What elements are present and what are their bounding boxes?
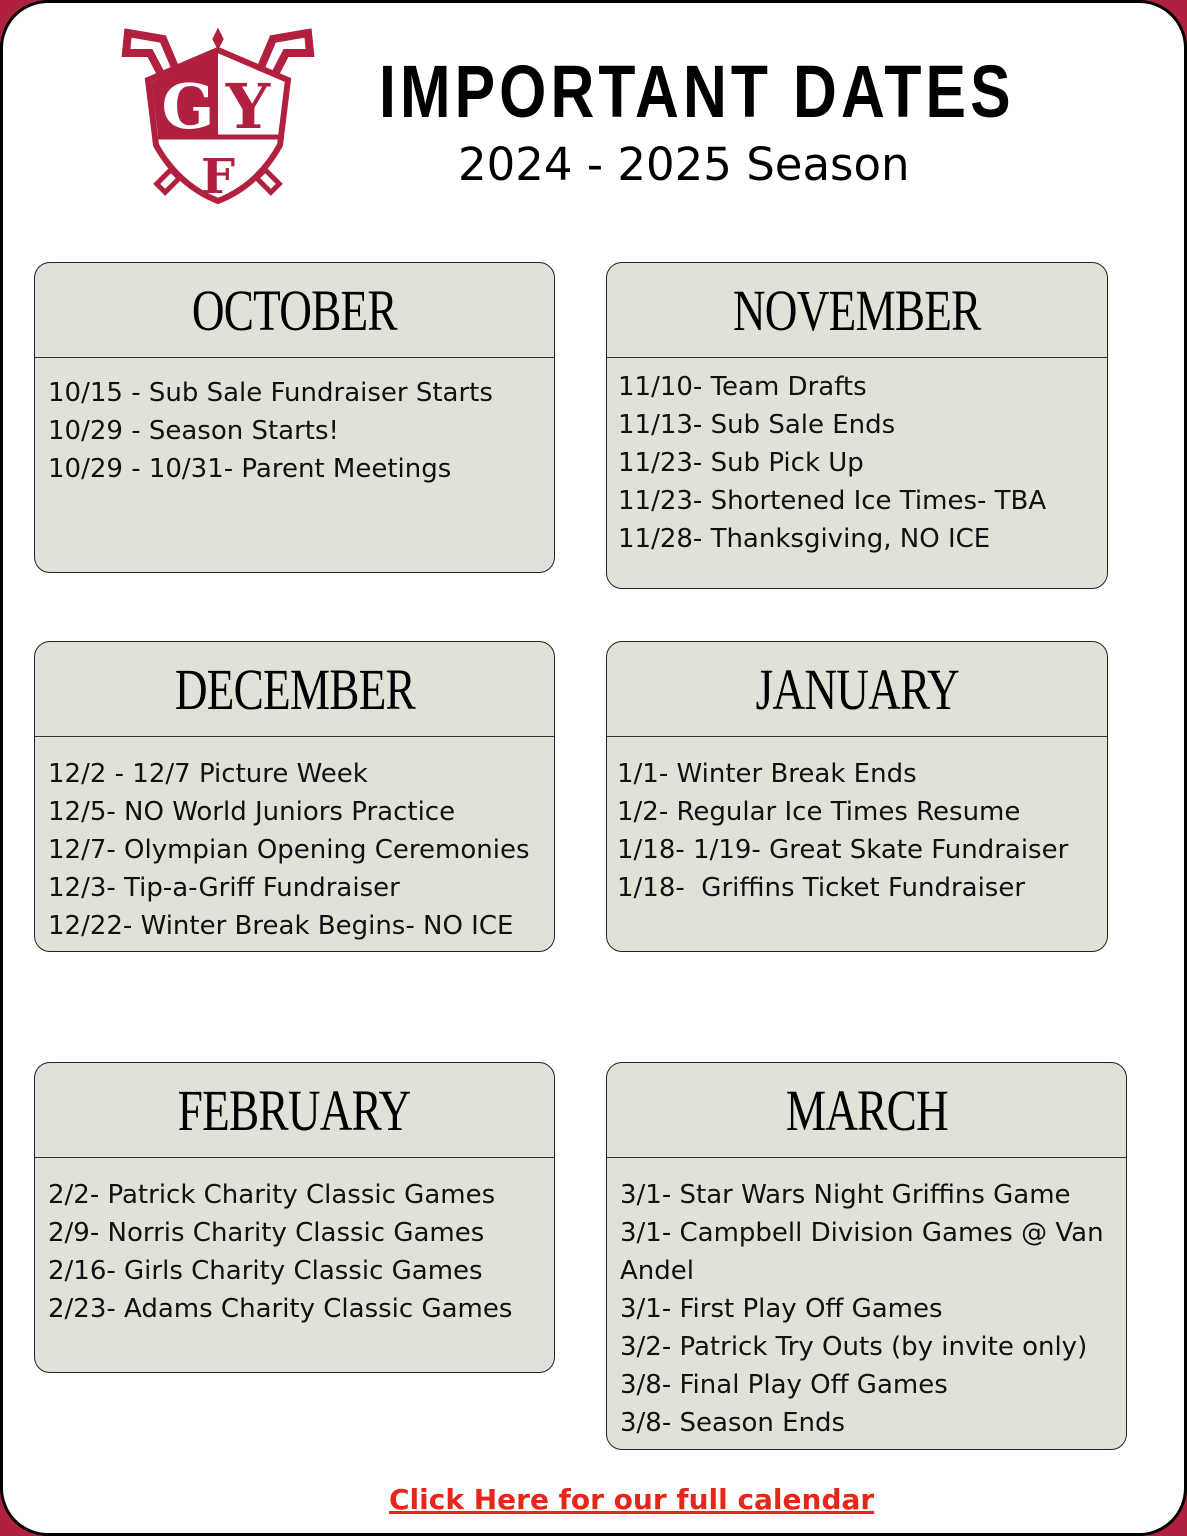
- event-item: 3/8- Season Ends: [620, 1408, 846, 1438]
- event-item: 12/22- Winter Break Begins- NO ICE: [48, 911, 514, 941]
- page-title: IMPORTANT DATES: [379, 50, 1015, 133]
- month-title: OCTOBER: [192, 277, 397, 343]
- event-item: 12/7- Olympian Opening Ceremonies: [48, 835, 530, 865]
- month-card-january: [606, 641, 1108, 952]
- event-item: 11/23- Shortened Ice Times- TBA: [618, 486, 1047, 516]
- month-card-february: [34, 1062, 555, 1373]
- event-item: 2/23- Adams Charity Classic Games: [48, 1294, 513, 1324]
- event-item: 11/23- Sub Pick Up: [618, 448, 864, 478]
- gyf-logo-icon: [118, 25, 318, 205]
- event-item: 10/29 - Season Starts!: [48, 416, 339, 446]
- event-item: 10/15 - Sub Sale Fundraiser Starts: [48, 378, 493, 408]
- svg-text:Y: Y: [225, 70, 271, 143]
- month-title: DECEMBER: [174, 656, 415, 722]
- event-item: Andel: [620, 1256, 694, 1286]
- month-card-march: [606, 1062, 1127, 1450]
- event-item: 1/1- Winter Break Ends: [617, 759, 917, 789]
- month-title: FEBRUARY: [178, 1077, 411, 1143]
- event-item: 10/29 - 10/31- Parent Meetings: [48, 454, 452, 484]
- event-item: 3/2- Patrick Try Outs (by invite only): [620, 1332, 1088, 1362]
- event-item: 11/28- Thanksgiving, NO ICE: [618, 524, 991, 554]
- event-item: 12/3- Tip-a-Griff Fundraiser: [48, 873, 400, 903]
- event-item: 2/9- Norris Charity Classic Games: [48, 1218, 485, 1248]
- month-card-november: [606, 262, 1108, 589]
- month-card-december: [34, 641, 555, 952]
- month-title: MARCH: [785, 1077, 948, 1143]
- event-item: 2/16- Girls Charity Classic Games: [48, 1256, 483, 1286]
- event-item: 3/1- First Play Off Games: [620, 1294, 943, 1324]
- svg-text:F: F: [200, 149, 236, 205]
- event-item: 11/13- Sub Sale Ends: [618, 410, 896, 440]
- event-item: 3/1- Campbell Division Games @ Van: [620, 1218, 1104, 1248]
- month-card-october: [34, 262, 555, 573]
- event-item: 12/2 - 12/7 Picture Week: [48, 759, 368, 789]
- event-item: 1/2- Regular Ice Times Resume: [617, 797, 1021, 827]
- event-item: 2/2- Patrick Charity Classic Games: [48, 1180, 496, 1210]
- season-subtitle: 2024 - 2025 Season: [458, 138, 910, 191]
- event-item: 12/5- NO World Juniors Practice: [48, 797, 456, 827]
- event-item: 11/10- Team Drafts: [618, 372, 867, 402]
- event-item: 1/18- 1/19- Great Skate Fundraiser: [617, 835, 1069, 865]
- full-calendar-link[interactable]: Click Here for our full calendar: [389, 1483, 875, 1516]
- event-item: 3/1- Star Wars Night Griffins Game: [620, 1180, 1071, 1210]
- event-item: 3/8- Final Play Off Games: [620, 1370, 948, 1400]
- event-item: 1/18- Griffins Ticket Fundraiser: [617, 873, 1026, 903]
- svg-text:G: G: [161, 70, 215, 143]
- month-title: JANUARY: [755, 656, 959, 722]
- month-title: NOVEMBER: [733, 277, 981, 343]
